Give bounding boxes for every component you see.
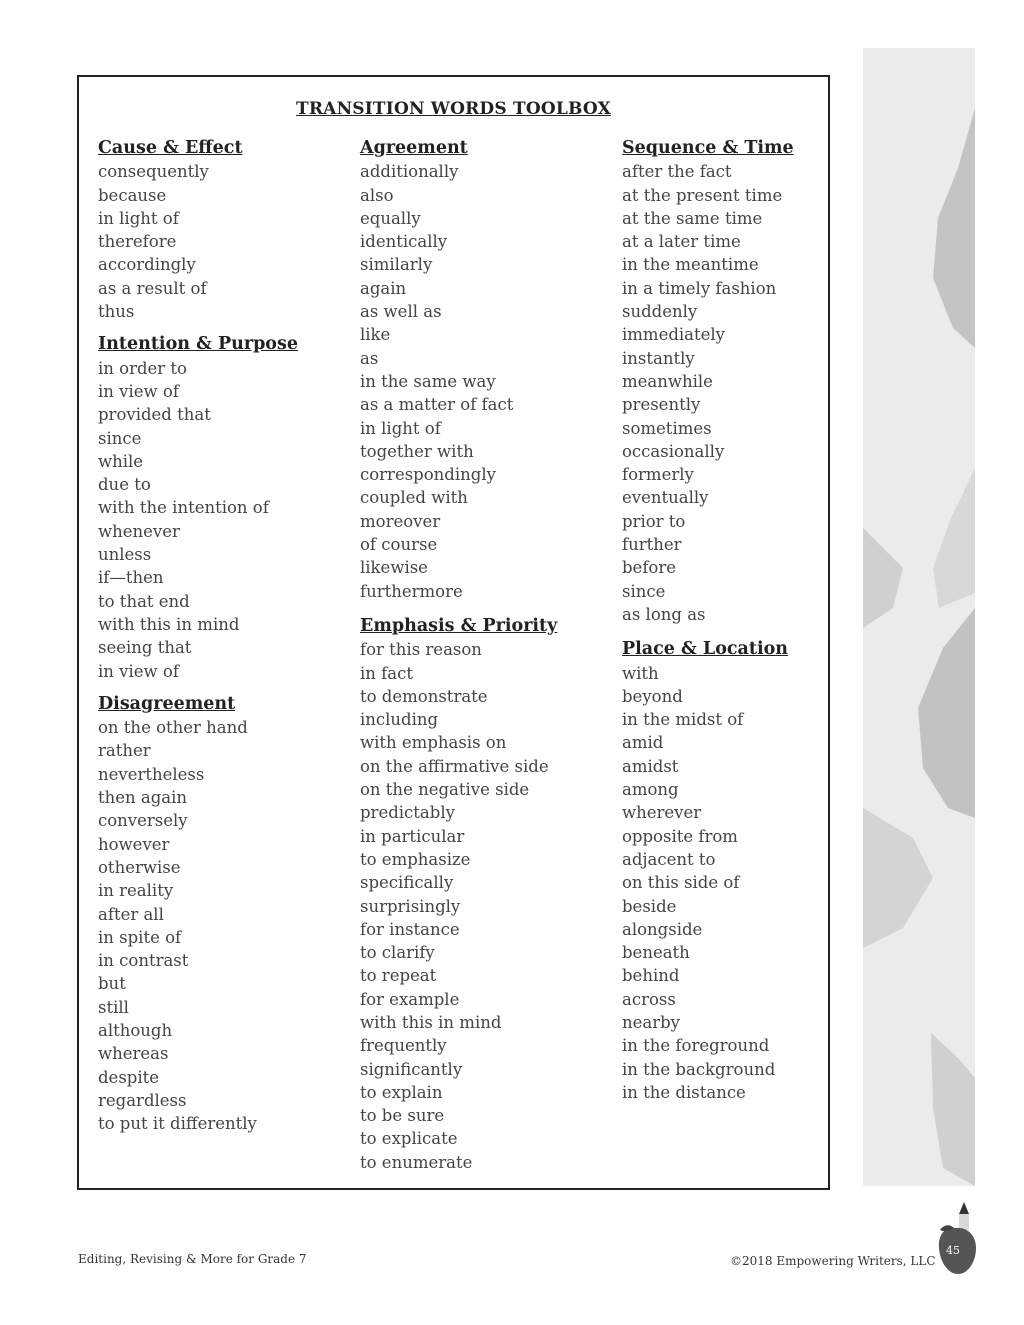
footer-copyright: ©2018 Empowering Writers, LLC	[730, 1254, 936, 1268]
list-item: likewise	[360, 558, 428, 578]
list-item: nearby	[622, 1012, 680, 1032]
list-item: still	[98, 997, 129, 1017]
list-item: as long as	[622, 604, 706, 624]
list-item: in the distance	[622, 1082, 746, 1102]
list-item: to emphasize	[360, 849, 471, 869]
list-item: surprisingly	[360, 896, 461, 916]
list-item: further	[622, 535, 682, 555]
section-heading: Intention & Purpose	[98, 334, 298, 355]
list-item: occasionally	[622, 441, 725, 461]
list-item: on the affirmative side	[360, 756, 549, 776]
list-item: immediately	[622, 325, 726, 345]
list-item: despite	[98, 1067, 160, 1087]
list-item: to be sure	[360, 1106, 445, 1126]
list-item: in reality	[98, 881, 174, 901]
list-item: on this side of	[622, 873, 740, 893]
section-heading: Agreement	[360, 138, 468, 158]
section-heading: Sequence & Time	[622, 138, 794, 158]
list-item: to explain	[360, 1082, 443, 1102]
word-list	[98, 357, 298, 683]
list-item: regardless	[98, 1090, 187, 1110]
list-item: like	[360, 325, 391, 345]
list-item: provided that	[98, 405, 211, 425]
list-item: to that end	[98, 591, 190, 611]
list-item: since	[622, 581, 666, 601]
list-item: consequently	[98, 162, 209, 182]
column-right	[622, 137, 794, 1104]
list-item: for instance	[360, 919, 460, 939]
list-item: for this reason	[360, 640, 482, 660]
list-item: to demonstrate	[360, 686, 488, 706]
word-list	[622, 662, 794, 1105]
section-disagreement	[98, 693, 298, 1136]
list-item: sometimes	[622, 418, 712, 438]
apple-pencil-icon	[934, 1200, 978, 1278]
list-item: at a later time	[622, 232, 741, 252]
list-item: due to	[98, 475, 151, 495]
list-item: in view of	[98, 661, 179, 681]
list-item: also	[360, 185, 394, 205]
list-item: in fact	[360, 663, 413, 683]
list-item: unless	[98, 545, 152, 565]
list-item: beyond	[622, 686, 683, 706]
list-item: in light of	[98, 208, 179, 228]
list-item: then again	[98, 788, 188, 808]
list-item: on the other hand	[98, 718, 248, 738]
list-item: as	[360, 348, 379, 368]
list-item: identically	[360, 232, 448, 252]
list-item: before	[622, 558, 677, 578]
list-item: in the same way	[360, 371, 496, 391]
list-item: suddenly	[622, 302, 698, 322]
list-item: with emphasis on	[360, 733, 507, 753]
list-item: in the midst of	[622, 710, 744, 730]
list-item: as a matter of fact	[360, 395, 514, 415]
list-item: whereas	[98, 1044, 169, 1064]
section-place-location	[622, 638, 794, 1104]
list-item: amid	[622, 733, 664, 753]
list-item: rather	[98, 741, 151, 761]
page-title: TRANSITION WORDS TOOLBOX	[296, 99, 611, 119]
list-item: in particular	[360, 826, 465, 846]
list-item: including	[360, 710, 439, 730]
section-intention-purpose	[98, 333, 298, 682]
list-item: equally	[360, 208, 421, 228]
list-item: because	[98, 185, 167, 205]
list-item: although	[98, 1020, 173, 1040]
list-item: conversely	[98, 811, 188, 831]
list-item: seeing that	[98, 638, 192, 658]
list-item: however	[98, 834, 170, 854]
list-item: among	[622, 780, 679, 800]
list-item: beneath	[622, 943, 690, 963]
list-item: to repeat	[360, 966, 437, 986]
list-item: since	[98, 428, 142, 448]
list-item: at the present time	[622, 185, 783, 205]
section-agreement	[360, 137, 557, 603]
list-item: meanwhile	[622, 371, 713, 391]
list-item: beside	[622, 896, 677, 916]
list-item: with	[622, 663, 659, 683]
section-cause-effect	[98, 137, 298, 323]
word-list	[622, 160, 794, 626]
list-item: therefore	[98, 232, 177, 252]
section-heading: Emphasis & Priority	[360, 615, 558, 636]
section-emphasis-priority	[360, 615, 557, 1174]
list-item: as a result of	[98, 278, 207, 298]
list-item: in the meantime	[622, 255, 759, 275]
list-item: behind	[622, 966, 680, 986]
list-item: to clarify	[360, 943, 435, 963]
list-item: specifically	[360, 873, 454, 893]
column-middle	[360, 137, 557, 1174]
list-item: in the foreground	[622, 1036, 770, 1056]
list-item: alongside	[622, 919, 703, 939]
list-item: instantly	[622, 348, 695, 368]
list-item: in the background	[622, 1059, 776, 1079]
word-list	[98, 160, 298, 323]
list-item: in spite of	[98, 927, 182, 947]
list-item: whenever	[98, 521, 180, 541]
section-heading: Place & Location	[622, 639, 789, 660]
list-item: while	[98, 451, 144, 471]
section-heading: Disagreement	[98, 693, 236, 714]
column-left	[98, 137, 298, 1135]
list-item: similarly	[360, 255, 433, 275]
list-item: in contrast	[98, 951, 189, 971]
list-item: to enumerate	[360, 1152, 473, 1172]
list-item: in order to	[98, 358, 187, 378]
page-number: 45	[946, 1244, 960, 1257]
list-item: predictably	[360, 803, 455, 823]
list-item: on the negative side	[360, 780, 530, 800]
list-item: presently	[622, 395, 701, 415]
list-item: coupled with	[360, 488, 468, 508]
list-item: formerly	[622, 465, 694, 485]
list-item: frequently	[360, 1036, 447, 1056]
list-item: in a timely fashion	[622, 278, 777, 298]
list-item: amidst	[622, 756, 679, 776]
word-list	[98, 716, 298, 1135]
list-item: with this in mind	[360, 1012, 502, 1032]
word-list	[360, 638, 557, 1174]
list-item: correspondingly	[360, 465, 496, 485]
list-item: furthermore	[360, 581, 463, 601]
list-item: but	[98, 974, 126, 994]
list-item: after all	[98, 904, 164, 924]
list-item: after the fact	[622, 162, 732, 182]
list-item: in light of	[360, 418, 441, 438]
list-item: significantly	[360, 1059, 463, 1079]
list-item: moreover	[360, 511, 441, 531]
list-item: again	[360, 278, 407, 298]
list-item: across	[622, 989, 676, 1009]
list-item: accordingly	[98, 255, 196, 275]
footer-book-title: Editing, Revising & More for Grade 7	[78, 1252, 307, 1266]
section-heading: Cause & Effect	[98, 138, 243, 158]
list-item: in view of	[98, 381, 179, 401]
list-item: for example	[360, 989, 460, 1009]
decorative-shapes	[863, 48, 975, 1186]
list-item: together with	[360, 441, 474, 461]
list-item: with this in mind	[98, 614, 240, 634]
list-item: to explicate	[360, 1129, 458, 1149]
section-sequence-time	[622, 137, 794, 626]
list-item: to put it differently	[98, 1114, 257, 1134]
list-item: with the intention of	[98, 498, 269, 518]
list-item: otherwise	[98, 857, 181, 877]
list-item: prior to	[622, 511, 686, 531]
toolbox-frame	[77, 75, 830, 1190]
list-item: nevertheless	[98, 764, 205, 784]
list-item: at the same time	[622, 208, 763, 228]
list-item: as well as	[360, 302, 442, 322]
list-item: wherever	[622, 803, 702, 823]
list-item: of course	[360, 535, 438, 555]
list-item: if—then	[98, 568, 164, 588]
list-item: adjacent to	[622, 849, 716, 869]
word-list	[360, 160, 557, 603]
decorative-side-band	[863, 48, 975, 1186]
list-item: thus	[98, 302, 135, 322]
list-item: additionally	[360, 162, 459, 182]
list-item: eventually	[622, 488, 709, 508]
list-item: opposite from	[622, 826, 738, 846]
